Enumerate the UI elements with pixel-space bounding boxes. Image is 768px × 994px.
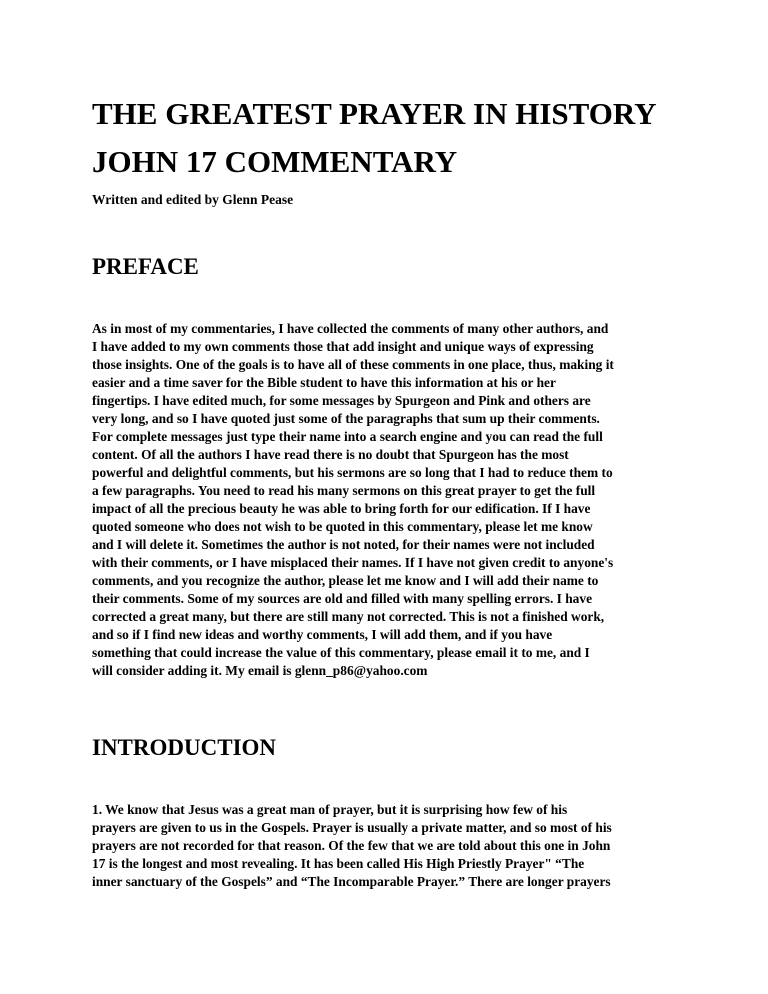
introduction-heading: INTRODUCTION bbox=[92, 735, 277, 760]
preface-line: As in most of my commentaries, I have collected the comments of many other authors, and bbox=[92, 321, 609, 336]
byline: Written and edited by Glenn Pease bbox=[92, 192, 294, 207]
preface-line: powerful and delightful comments, but his sermons are so long that I had to reduce them to bbox=[92, 465, 613, 480]
preface-line: fingertips. I have edited much, for some messages by Spurgeon and Pink and others are bbox=[92, 393, 591, 408]
preface-line: comments, and you recognize the author, please let me know and I will add their name to bbox=[92, 573, 599, 588]
preface-line: I have added to my own comments those that add insight and unique ways of expressing bbox=[92, 339, 594, 354]
preface-line: For complete messages just type their name into a search engine and you can read the full bbox=[92, 429, 603, 444]
preface-line: easier and a time saver for the Bible student to have this information at his or her bbox=[92, 375, 556, 390]
preface-line: something that could increase the value of this commentary, please email it to me, and I bbox=[92, 645, 590, 660]
preface-line: with their comments, or I have misplaced their names. If I have not given credit to anyone's bbox=[92, 555, 614, 570]
preface-line: will consider adding it. My email is glenn_p86@yahoo.com bbox=[92, 663, 428, 678]
introduction-line: 1. We know that Jesus was a great man of prayer, but it is surprising how few of his bbox=[92, 802, 568, 817]
preface-line: those insights. One of the goals is to have all of these comments in one place, thus, making it bbox=[92, 357, 614, 372]
preface-line: corrected a great many, but there are still many not corrected. This is not a finished work, bbox=[92, 609, 605, 624]
introduction-line: prayers are not recorded for that reason. Of the few that we are told about this one in John bbox=[92, 838, 611, 853]
introduction-paragraph bbox=[92, 801, 612, 891]
preface-line: impact of all the precious beauty he was able to bring forth for our edification. If I have bbox=[92, 501, 591, 516]
introduction-line: 17 is the longest and most revealing. It has been called His High Priestly Prayer" “The bbox=[92, 856, 585, 871]
preface-line: very long, and so I have quoted just some of the paragraphs that sum up their comments. bbox=[92, 411, 600, 426]
preface-paragraph bbox=[92, 320, 614, 680]
preface-line: a few paragraphs. You need to read his many sermons on this great prayer to get the full bbox=[92, 483, 596, 498]
document-title: THE GREATEST PRAYER IN HISTORY bbox=[92, 96, 657, 131]
document-subtitle: JOHN 17 COMMENTARY bbox=[92, 144, 458, 179]
preface-line: quoted someone who does not wish to be quoted in this commentary, please let me know bbox=[92, 519, 593, 534]
preface-line: content. Of all the authors I have read there is no doubt that Spurgeon has the most bbox=[92, 447, 569, 462]
preface-line: their comments. Some of my sources are old and filled with many spelling errors. I have bbox=[92, 591, 593, 606]
introduction-line: prayers are given to us in the Gospels. Prayer is usually a private matter, and so most of his bbox=[92, 820, 612, 835]
preface-heading: PREFACE bbox=[92, 254, 199, 279]
introduction-line: inner sanctuary of the Gospels” and “The Incomparable Prayer.” There are longer prayers bbox=[92, 874, 611, 889]
preface-line: and I will delete it. Sometimes the author is not noted, for their names were not included bbox=[92, 537, 595, 552]
preface-line: and so if I find new ideas and worthy comments, I will add them, and if you have bbox=[92, 627, 553, 642]
